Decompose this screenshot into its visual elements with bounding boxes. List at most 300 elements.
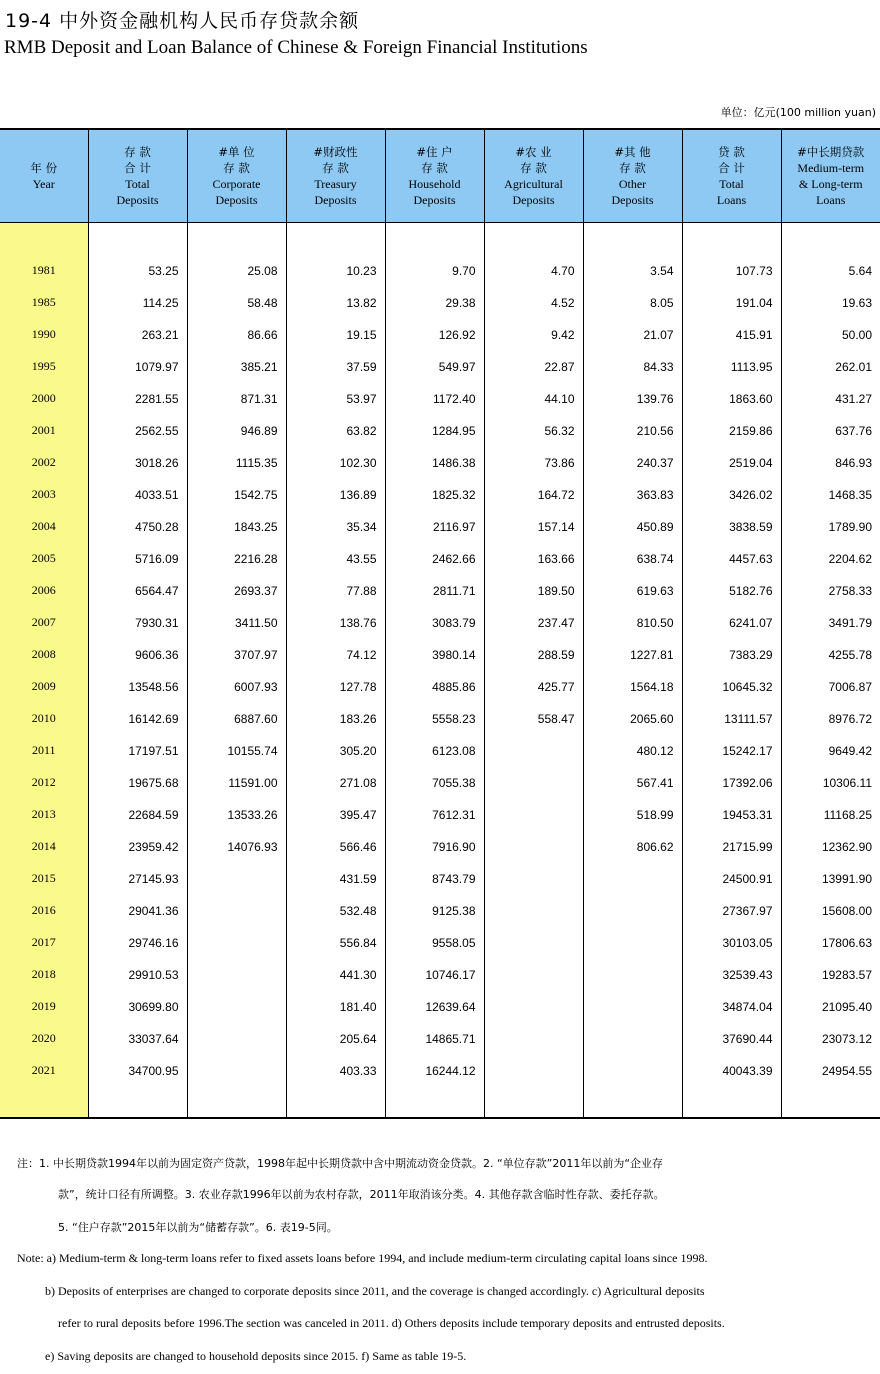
unit-label: 单位：亿元(100 million yuan) bbox=[720, 106, 876, 119]
value-cell: 181.40 bbox=[286, 991, 385, 1023]
value-cell: 15242.17 bbox=[682, 735, 781, 767]
value-cell: 1564.18 bbox=[583, 671, 682, 703]
value-cell: 3838.59 bbox=[682, 511, 781, 543]
header-cn: #住 户 存 款 bbox=[416, 144, 453, 175]
header-total-deposits bbox=[88, 129, 187, 222]
value-cell bbox=[484, 1055, 583, 1087]
value-cell: 30103.05 bbox=[682, 927, 781, 959]
value-cell: 12639.64 bbox=[385, 991, 484, 1023]
value-cell: 1468.35 bbox=[828, 487, 872, 502]
table-row bbox=[0, 607, 880, 639]
value-cell: 19.63 bbox=[841, 295, 872, 310]
value-cell bbox=[187, 959, 286, 991]
value-cell: 638.74 bbox=[583, 543, 682, 575]
year-cell bbox=[0, 1087, 88, 1118]
value-cell bbox=[484, 735, 583, 767]
value-cell: 30699.80 bbox=[88, 991, 187, 1023]
value-cell: 8.05 bbox=[583, 287, 682, 319]
value-cell: 3083.79 bbox=[385, 607, 484, 639]
value-cell: 4750.28 bbox=[88, 511, 187, 543]
value-cell: 9125.38 bbox=[385, 895, 484, 927]
value-cell bbox=[583, 991, 682, 1023]
header-cn: 年 份 bbox=[30, 160, 58, 175]
value-cell: 8743.79 bbox=[385, 863, 484, 895]
year-cell: 2007 bbox=[0, 607, 88, 639]
year-cell: 2010 bbox=[0, 703, 88, 735]
value-cell: 532.48 bbox=[286, 895, 385, 927]
value-cell: 210.56 bbox=[583, 415, 682, 447]
value-cell bbox=[484, 767, 583, 799]
value-cell: 415.91 bbox=[682, 319, 781, 351]
note-cn-line: 5. “住户存款”2015年以前为“储蓄存款”。6. 表19-5同。 bbox=[58, 1221, 338, 1234]
value-cell: 29041.36 bbox=[88, 895, 187, 927]
table-row bbox=[0, 991, 880, 1023]
header-agricultural-deposits bbox=[484, 129, 583, 222]
table-row bbox=[0, 863, 880, 895]
header-medium-long-term-loans bbox=[781, 129, 880, 222]
spacer-row bbox=[0, 222, 880, 255]
value-cell: 518.99 bbox=[583, 799, 682, 831]
value-cell: 5716.09 bbox=[88, 543, 187, 575]
value-cell: 480.12 bbox=[583, 735, 682, 767]
value-cell: 288.59 bbox=[484, 639, 583, 671]
value-cell: 441.30 bbox=[286, 959, 385, 991]
value-cell: 1284.95 bbox=[385, 415, 484, 447]
value-cell bbox=[187, 927, 286, 959]
value-cell: 806.62 bbox=[583, 831, 682, 863]
header-en: Household Deposits bbox=[408, 176, 461, 207]
value-cell: 262.01 bbox=[835, 359, 872, 374]
year-cell: 2019 bbox=[0, 991, 88, 1023]
value-cell: 395.47 bbox=[286, 799, 385, 831]
header-en: Agricultural Deposits bbox=[504, 176, 563, 207]
value-cell: 21095.40 bbox=[821, 999, 872, 1014]
year-cell: 2001 bbox=[0, 415, 88, 447]
table-row bbox=[0, 575, 880, 607]
value-cell: 58.48 bbox=[187, 287, 286, 319]
value-cell: 53.97 bbox=[286, 383, 385, 415]
value-cell: 34700.95 bbox=[88, 1055, 187, 1087]
value-cell: 556.84 bbox=[286, 927, 385, 959]
value-cell: 189.50 bbox=[484, 575, 583, 607]
value-cell: 425.77 bbox=[484, 671, 583, 703]
year-cell: 2003 bbox=[0, 479, 88, 511]
value-cell: 56.32 bbox=[484, 415, 583, 447]
table-row bbox=[0, 1055, 880, 1087]
table-row bbox=[0, 383, 880, 415]
year-cell: 2008 bbox=[0, 639, 88, 671]
value-cell: 12362.90 bbox=[821, 839, 872, 854]
table-row bbox=[0, 319, 880, 351]
value-cell: 9606.36 bbox=[88, 639, 187, 671]
note-en-line: refer to rural deposits before 1996.The section was canceled in 2011. d) Others deposits include temporary deposits and entrusted deposits. bbox=[58, 1316, 725, 1330]
header-en: Total Loans bbox=[716, 176, 747, 207]
value-cell: 363.83 bbox=[583, 479, 682, 511]
data-table-container bbox=[0, 128, 880, 1118]
value-cell: 549.97 bbox=[385, 351, 484, 383]
header-en: Other Deposits bbox=[611, 176, 654, 207]
value-cell: 35.34 bbox=[286, 511, 385, 543]
value-cell: 1863.60 bbox=[682, 383, 781, 415]
value-cell: 431.27 bbox=[835, 391, 872, 406]
year-cell bbox=[0, 222, 88, 255]
value-cell: 164.72 bbox=[484, 479, 583, 511]
value-cell: 50.00 bbox=[841, 327, 872, 342]
value-cell: 2811.71 bbox=[385, 575, 484, 607]
value-cell: 33037.64 bbox=[88, 1023, 187, 1055]
value-cell: 13111.57 bbox=[682, 703, 781, 735]
empty-cell bbox=[682, 222, 781, 255]
value-cell: 4885.86 bbox=[385, 671, 484, 703]
value-cell: 127.78 bbox=[286, 671, 385, 703]
spacer-row bbox=[0, 1087, 880, 1118]
value-cell: 10746.17 bbox=[385, 959, 484, 991]
table-row bbox=[0, 799, 880, 831]
value-cell: 263.21 bbox=[88, 319, 187, 351]
header-en: Year bbox=[32, 176, 55, 191]
year-cell: 2006 bbox=[0, 575, 88, 607]
value-cell bbox=[187, 991, 286, 1023]
value-cell: 2562.55 bbox=[88, 415, 187, 447]
empty-cell bbox=[781, 222, 880, 255]
value-cell: 19283.57 bbox=[821, 967, 872, 982]
value-cell: 5558.23 bbox=[385, 703, 484, 735]
header-cn: #单 位 存 款 bbox=[218, 144, 255, 175]
value-cell: 619.63 bbox=[583, 575, 682, 607]
table-row bbox=[0, 927, 880, 959]
year-cell: 2009 bbox=[0, 671, 88, 703]
value-cell: 34874.04 bbox=[682, 991, 781, 1023]
value-cell: 2216.28 bbox=[187, 543, 286, 575]
value-cell: 2065.60 bbox=[583, 703, 682, 735]
value-cell bbox=[484, 959, 583, 991]
value-cell bbox=[583, 959, 682, 991]
value-cell bbox=[484, 831, 583, 863]
table-row bbox=[0, 767, 880, 799]
value-cell bbox=[583, 1023, 682, 1055]
value-cell: 17806.63 bbox=[821, 935, 872, 950]
value-cell bbox=[187, 1023, 286, 1055]
table-row bbox=[0, 255, 880, 287]
value-cell: 23073.12 bbox=[821, 1031, 872, 1046]
year-cell: 1985 bbox=[0, 287, 88, 319]
value-cell: 567.41 bbox=[583, 767, 682, 799]
value-cell: 6123.08 bbox=[385, 735, 484, 767]
empty-cell bbox=[583, 222, 682, 255]
value-cell: 1227.81 bbox=[583, 639, 682, 671]
empty-cell bbox=[484, 222, 583, 255]
value-cell: 6564.47 bbox=[88, 575, 187, 607]
value-cell: 946.89 bbox=[187, 415, 286, 447]
value-cell bbox=[187, 1055, 286, 1087]
year-cell: 2005 bbox=[0, 543, 88, 575]
table-row bbox=[0, 447, 880, 479]
value-cell: 191.04 bbox=[682, 287, 781, 319]
value-cell: 1843.25 bbox=[187, 511, 286, 543]
header-cn: #中长期贷款 bbox=[797, 144, 865, 159]
value-cell: 114.25 bbox=[88, 287, 187, 319]
value-cell: 63.82 bbox=[286, 415, 385, 447]
value-cell: 25.08 bbox=[187, 255, 286, 287]
value-cell: 24500.91 bbox=[682, 863, 781, 895]
value-cell: 9.70 bbox=[385, 255, 484, 287]
value-cell bbox=[187, 895, 286, 927]
header-cn: 存 款 合 计 bbox=[124, 144, 151, 175]
value-cell: 10.23 bbox=[286, 255, 385, 287]
header-row bbox=[0, 129, 880, 222]
value-cell: 17392.06 bbox=[682, 767, 781, 799]
value-cell bbox=[484, 1023, 583, 1055]
value-cell: 1825.32 bbox=[385, 479, 484, 511]
header-en: Treasury Deposits bbox=[314, 176, 357, 207]
value-cell: 19675.68 bbox=[88, 767, 187, 799]
empty-cell bbox=[484, 1087, 583, 1118]
value-cell: 77.88 bbox=[286, 575, 385, 607]
value-cell: 450.89 bbox=[583, 511, 682, 543]
year-cell: 2004 bbox=[0, 511, 88, 543]
value-cell: 10306.11 bbox=[822, 775, 872, 790]
year-cell: 2011 bbox=[0, 735, 88, 767]
header-cn: #财政性 存 款 bbox=[313, 144, 358, 175]
header-cn: #其 他 存 款 bbox=[614, 144, 651, 175]
value-cell: 6887.60 bbox=[187, 703, 286, 735]
value-cell: 15608.00 bbox=[821, 903, 872, 918]
empty-cell bbox=[781, 1087, 880, 1118]
table-row bbox=[0, 511, 880, 543]
value-cell: 2204.62 bbox=[828, 551, 872, 566]
year-cell: 2000 bbox=[0, 383, 88, 415]
value-cell: 7055.38 bbox=[385, 767, 484, 799]
deposit-loan-table bbox=[0, 128, 880, 1119]
value-cell: 16244.12 bbox=[385, 1055, 484, 1087]
table-row bbox=[0, 959, 880, 991]
table-row bbox=[0, 703, 880, 735]
year-cell: 2014 bbox=[0, 831, 88, 863]
header-corporate-deposits bbox=[187, 129, 286, 222]
table-row bbox=[0, 735, 880, 767]
year-cell: 2020 bbox=[0, 1023, 88, 1055]
value-cell: 2758.33 bbox=[828, 583, 872, 598]
value-cell: 2281.55 bbox=[88, 383, 187, 415]
year-cell: 2013 bbox=[0, 799, 88, 831]
empty-cell bbox=[187, 222, 286, 255]
table-row bbox=[0, 831, 880, 863]
value-cell: 16142.69 bbox=[88, 703, 187, 735]
value-cell: 3411.50 bbox=[187, 607, 286, 639]
table-row bbox=[0, 415, 880, 447]
value-cell: 21715.99 bbox=[682, 831, 781, 863]
header-other-deposits bbox=[583, 129, 682, 222]
value-cell: 1079.97 bbox=[88, 351, 187, 383]
value-cell: 4.70 bbox=[484, 255, 583, 287]
value-cell bbox=[583, 863, 682, 895]
value-cell: 27145.93 bbox=[88, 863, 187, 895]
year-cell: 2012 bbox=[0, 767, 88, 799]
value-cell: 19453.31 bbox=[682, 799, 781, 831]
value-cell: 558.47 bbox=[484, 703, 583, 735]
value-cell: 1486.38 bbox=[385, 447, 484, 479]
header-en: Total Deposits bbox=[116, 176, 159, 207]
value-cell: 4255.78 bbox=[828, 647, 872, 662]
year-cell: 1995 bbox=[0, 351, 88, 383]
value-cell: 240.37 bbox=[583, 447, 682, 479]
value-cell: 10155.74 bbox=[187, 735, 286, 767]
value-cell: 11591.00 bbox=[187, 767, 286, 799]
value-cell: 157.14 bbox=[484, 511, 583, 543]
value-cell bbox=[484, 991, 583, 1023]
value-cell: 3018.26 bbox=[88, 447, 187, 479]
value-cell: 271.08 bbox=[286, 767, 385, 799]
value-cell: 237.47 bbox=[484, 607, 583, 639]
value-cell: 84.33 bbox=[583, 351, 682, 383]
year-cell: 2021 bbox=[0, 1055, 88, 1087]
header-total-loans bbox=[682, 129, 781, 222]
header-treasury-deposits bbox=[286, 129, 385, 222]
value-cell: 2116.97 bbox=[385, 511, 484, 543]
year-cell: 1990 bbox=[0, 319, 88, 351]
empty-cell bbox=[385, 222, 484, 255]
value-cell: 4457.63 bbox=[682, 543, 781, 575]
value-cell bbox=[484, 863, 583, 895]
value-cell: 1172.40 bbox=[385, 383, 484, 415]
value-cell: 7930.31 bbox=[88, 607, 187, 639]
value-cell: 431.59 bbox=[286, 863, 385, 895]
value-cell: 13533.26 bbox=[187, 799, 286, 831]
value-cell: 29910.53 bbox=[88, 959, 187, 991]
value-cell: 13991.90 bbox=[821, 871, 872, 886]
header-en: Medium-term & Long-term Loans bbox=[797, 160, 865, 207]
value-cell: 5.64 bbox=[848, 263, 872, 278]
value-cell: 11168.25 bbox=[823, 807, 872, 822]
value-cell: 566.46 bbox=[286, 831, 385, 863]
value-cell: 32539.43 bbox=[682, 959, 781, 991]
value-cell: 86.66 bbox=[187, 319, 286, 351]
year-cell: 2002 bbox=[0, 447, 88, 479]
value-cell: 9558.05 bbox=[385, 927, 484, 959]
empty-cell bbox=[583, 1087, 682, 1118]
table-row bbox=[0, 479, 880, 511]
value-cell: 40043.39 bbox=[682, 1055, 781, 1087]
value-cell: 6007.93 bbox=[187, 671, 286, 703]
table-body bbox=[0, 222, 880, 1118]
value-cell: 2462.66 bbox=[385, 543, 484, 575]
note-cn-line: 款”，统计口径有所调整。3. 农业存款1996年以前为农村存款，2011年取消该分类。4. 其他存款含临时性存款、委托存款。 bbox=[58, 1188, 665, 1201]
value-cell: 21.07 bbox=[583, 319, 682, 351]
value-cell: 29.38 bbox=[385, 287, 484, 319]
page-title-chinese: 19-4 中外资金融机构人民币存贷款余额 bbox=[5, 10, 360, 32]
value-cell: 43.55 bbox=[286, 543, 385, 575]
value-cell: 9.42 bbox=[484, 319, 583, 351]
page-title-english: RMB Deposit and Loan Balance of Chinese & Foreign Financial Institutions bbox=[4, 37, 588, 58]
value-cell: 2519.04 bbox=[682, 447, 781, 479]
table-row bbox=[0, 351, 880, 383]
empty-cell bbox=[385, 1087, 484, 1118]
value-cell: 24954.55 bbox=[821, 1063, 872, 1078]
value-cell: 22.87 bbox=[484, 351, 583, 383]
value-cell: 44.10 bbox=[484, 383, 583, 415]
table-row bbox=[0, 543, 880, 575]
value-cell: 10645.32 bbox=[682, 671, 781, 703]
value-cell: 810.50 bbox=[583, 607, 682, 639]
value-cell: 138.76 bbox=[286, 607, 385, 639]
value-cell: 13.82 bbox=[286, 287, 385, 319]
value-cell: 14865.71 bbox=[385, 1023, 484, 1055]
value-cell: 1789.90 bbox=[828, 519, 872, 534]
value-cell: 37.59 bbox=[286, 351, 385, 383]
note-en-line: Note: a) Medium-term & long-term loans refer to fixed assets loans before 1994, and include medium-term circulating capital loans since 1998. bbox=[17, 1251, 708, 1265]
value-cell: 73.86 bbox=[484, 447, 583, 479]
value-cell: 29746.16 bbox=[88, 927, 187, 959]
header-en: Corporate Deposits bbox=[212, 176, 261, 207]
value-cell: 139.76 bbox=[583, 383, 682, 415]
value-cell: 871.31 bbox=[187, 383, 286, 415]
empty-cell bbox=[286, 1087, 385, 1118]
header-household-deposits bbox=[385, 129, 484, 222]
table-row bbox=[0, 287, 880, 319]
year-cell: 2018 bbox=[0, 959, 88, 991]
value-cell: 7612.31 bbox=[385, 799, 484, 831]
value-cell: 27367.97 bbox=[682, 895, 781, 927]
value-cell: 403.33 bbox=[286, 1055, 385, 1087]
value-cell: 2159.86 bbox=[682, 415, 781, 447]
empty-cell bbox=[187, 1087, 286, 1118]
value-cell: 2693.37 bbox=[187, 575, 286, 607]
table-row bbox=[0, 671, 880, 703]
value-cell: 846.93 bbox=[835, 455, 872, 470]
empty-cell bbox=[286, 222, 385, 255]
value-cell: 13548.56 bbox=[88, 671, 187, 703]
note-cn-line: 注：1. 中长期贷款1994年以前为固定资产贷款，1998年起中长期贷款中含中期流动资金贷款。2. “单位存款”2011年以前为“企业存 bbox=[17, 1157, 664, 1170]
value-cell: 205.64 bbox=[286, 1023, 385, 1055]
value-cell bbox=[187, 863, 286, 895]
value-cell bbox=[484, 895, 583, 927]
value-cell: 5182.76 bbox=[682, 575, 781, 607]
header-cn: #农 业 存 款 bbox=[515, 144, 552, 175]
value-cell: 3.54 bbox=[583, 255, 682, 287]
note-en-line: b) Deposits of enterprises are changed to corporate deposits since 2011, and the coverage is changed accordingly. c) Agricultural deposits bbox=[45, 1284, 705, 1298]
value-cell: 53.25 bbox=[88, 255, 187, 287]
value-cell bbox=[484, 927, 583, 959]
value-cell: 4.52 bbox=[484, 287, 583, 319]
empty-cell bbox=[88, 1087, 187, 1118]
value-cell: 305.20 bbox=[286, 735, 385, 767]
value-cell: 6241.07 bbox=[682, 607, 781, 639]
value-cell: 183.26 bbox=[286, 703, 385, 735]
year-cell: 2017 bbox=[0, 927, 88, 959]
value-cell: 19.15 bbox=[286, 319, 385, 351]
value-cell: 7916.90 bbox=[385, 831, 484, 863]
value-cell: 7006.87 bbox=[828, 679, 872, 694]
value-cell: 7383.29 bbox=[682, 639, 781, 671]
value-cell: 163.66 bbox=[484, 543, 583, 575]
value-cell: 14076.93 bbox=[187, 831, 286, 863]
value-cell: 102.30 bbox=[286, 447, 385, 479]
value-cell bbox=[583, 895, 682, 927]
value-cell: 3707.97 bbox=[187, 639, 286, 671]
value-cell: 9649.42 bbox=[828, 743, 872, 758]
value-cell: 126.92 bbox=[385, 319, 484, 351]
empty-cell bbox=[88, 222, 187, 255]
value-cell bbox=[484, 799, 583, 831]
header-year bbox=[0, 129, 88, 222]
year-cell: 1981 bbox=[0, 255, 88, 287]
table-row bbox=[0, 1023, 880, 1055]
value-cell: 136.89 bbox=[286, 479, 385, 511]
year-cell: 2016 bbox=[0, 895, 88, 927]
value-cell: 107.73 bbox=[682, 255, 781, 287]
value-cell: 637.76 bbox=[835, 423, 872, 438]
empty-cell bbox=[682, 1087, 781, 1118]
